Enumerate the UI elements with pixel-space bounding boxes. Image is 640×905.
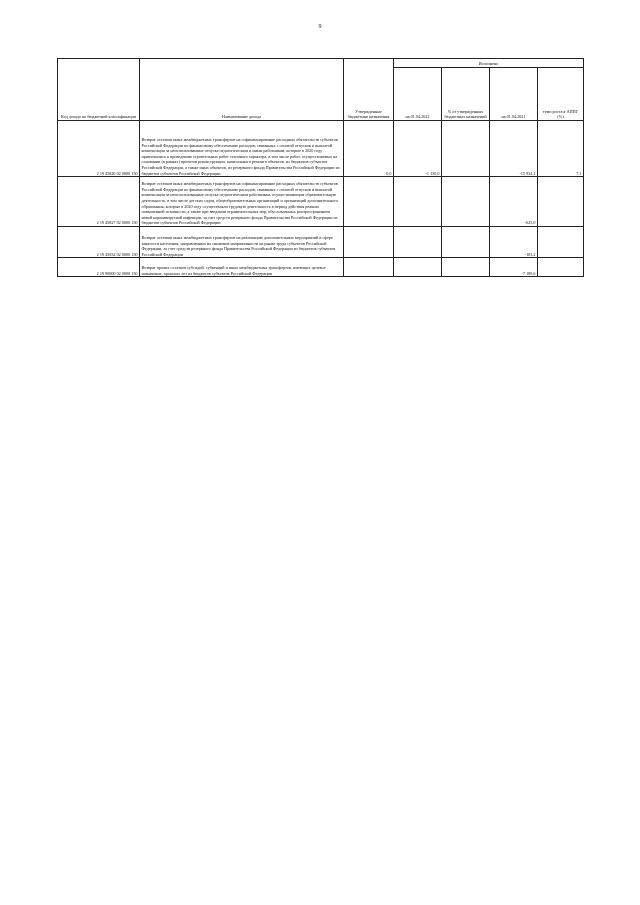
row-growth bbox=[538, 258, 584, 277]
table-row bbox=[58, 226, 584, 257]
row-name: Возврат прочих остатков субсидий, субвенций и иных межбюджетных трансфертов, имеющих целевое назначение, прошлых лет из бюджетов субъектов Российской Федерации bbox=[140, 258, 344, 277]
header-growth-rate: темп роста к АППГ (%) bbox=[538, 68, 584, 121]
header-name: Наименование дохода bbox=[140, 59, 344, 121]
header-code: Код дохода по бюджетной классификации bbox=[58, 59, 140, 121]
row-executed-2021: -15 934,1 bbox=[490, 121, 538, 177]
row-percent bbox=[442, 258, 490, 277]
row-executed-2022 bbox=[394, 258, 442, 277]
row-approved: 0,0 bbox=[344, 121, 394, 177]
row-executed-2021: -625,0 bbox=[490, 177, 538, 227]
table-row bbox=[58, 177, 584, 227]
row-code: 2 19 45832 02 0000 150 bbox=[58, 226, 140, 257]
row-approved bbox=[344, 226, 394, 257]
row-code: 2 19 45827 02 0000 150 bbox=[58, 177, 140, 227]
header-row-group bbox=[58, 59, 584, 68]
header-percent-of-approved: % от утвержденных бюджетных назначений bbox=[442, 68, 490, 121]
header-approved: Утвержденные бюджетные назначения bbox=[344, 59, 394, 121]
row-growth bbox=[538, 226, 584, 257]
header-executed-2022: на 01.04.2022 bbox=[394, 68, 442, 121]
row-code: 2 19 90000 02 0000 150 bbox=[58, 258, 140, 277]
table-row bbox=[58, 121, 584, 177]
table-row bbox=[58, 258, 584, 277]
page-number: 9 bbox=[318, 24, 322, 30]
header-executed-group: Исполнено bbox=[394, 59, 584, 68]
row-name: Возврат остатков иных межбюджетных трансфертов на софинансирование расходных обязательств субъектов Российской Федерации по финансовому обеспечению расходов, связанных с оплатой отпусков и выплатой компенсации за неиспользованные отпуска педагогическим работникам, осуществляющим образовательную деятельность, в том числе детских садов, общеобразовательных организаций и организаций дополнительного образования, которые в 2020 году осуществляли трудовую деятельность в период действия режима повышенной готовности, а также при введении ограничительных мер, обусловленных распространением новой коронавирусной инфекции, за счет средств резервного фонда Правительства Российской Федерации из бюджетов субъектов Российской Федерации bbox=[140, 177, 344, 227]
revenue-table bbox=[57, 58, 584, 277]
row-code: 2 19 45820 02 0000 150 bbox=[58, 121, 140, 177]
row-executed-2022 bbox=[394, 177, 442, 227]
row-name: Возврат остатков иных межбюджетных трансфертов на реализацию дополнительных мероприятий в сфере занятости населения, направленных на снижение напряженности на рынке труда субъектов Российской Федерации, за счет средств резервного фонда Правительства Российской Федерации из бюджетов субъектов Российской Федерации bbox=[140, 226, 344, 257]
row-name: Возврат остатков иных межбюджетных трансфертов на софинансирование расходных обязательств субъектов Российской Федерации по финансовому обеспечению расходов, связанных с оплатой отпусков и выплатой компенсации за неиспользованные отпуска педагогическим и иным работникам, которые в 2020 году привлекались к проведению строительных работ сезонного характера, в том числе работ, осуществляемых на основании (в рамках) проектов реконструкции, капитального ремонта объектов, из бюджетов субъектов Российской Федерации, а также иных объектов, из резервного фонда Правительства Российской Федерации из бюджетов субъектов Российской Федерации bbox=[140, 121, 344, 177]
row-approved bbox=[344, 258, 394, 277]
row-growth: 7,1 bbox=[538, 121, 584, 177]
row-percent bbox=[442, 177, 490, 227]
row-executed-2021: -7 189,6 bbox=[490, 258, 538, 277]
row-percent bbox=[442, 121, 490, 177]
row-executed-2022 bbox=[394, 226, 442, 257]
row-approved bbox=[344, 177, 394, 227]
row-growth bbox=[538, 177, 584, 227]
row-executed-2021: -103,2 bbox=[490, 226, 538, 257]
row-executed-2022: -1 130,0 bbox=[394, 121, 442, 177]
header-executed-2021: на 01.04.2021 bbox=[490, 68, 538, 121]
row-percent bbox=[442, 226, 490, 257]
